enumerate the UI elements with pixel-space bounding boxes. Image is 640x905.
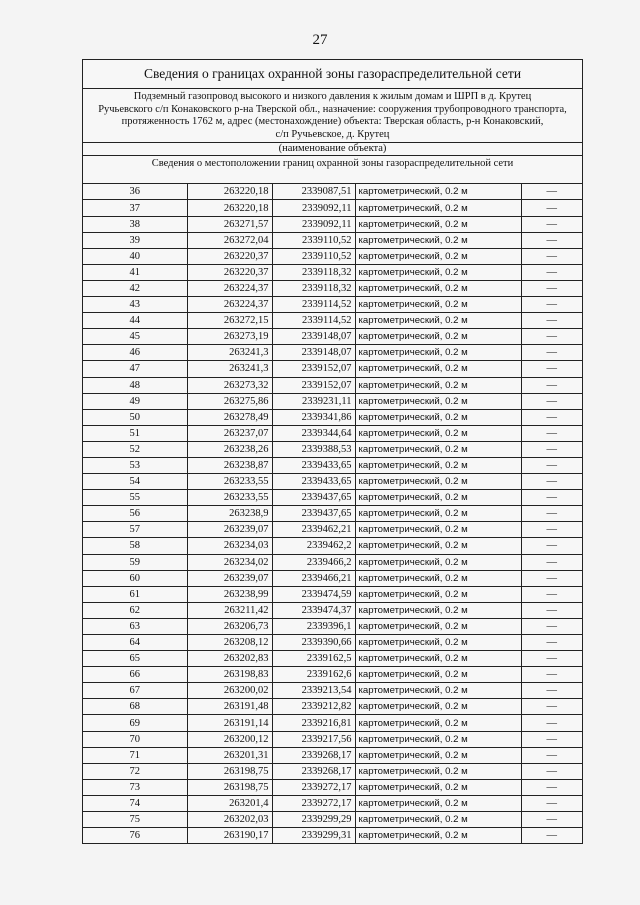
note-dash: — xyxy=(521,812,582,828)
table-row xyxy=(83,570,582,586)
determination-method: картометрический, 0.2 м xyxy=(355,570,521,586)
coordinate-y: 2339466,2 xyxy=(272,554,355,570)
coordinate-y: 2339217,56 xyxy=(272,731,355,747)
point-number: 65 xyxy=(83,651,187,667)
coordinate-y: 2339092,11 xyxy=(272,200,355,216)
determination-method: картометрический, 0.2 м xyxy=(355,602,521,618)
coordinate-x: 263208,12 xyxy=(187,635,272,651)
object-description-line: Ручьевского с/п Конаковского р-на Тверской обл., назначение: сооружения трубопроводного транспорта, xyxy=(98,103,567,115)
table-row xyxy=(83,699,582,715)
determination-method: картометрический, 0.2 м xyxy=(355,490,521,506)
note-dash: — xyxy=(521,763,582,779)
table-row xyxy=(83,216,582,232)
point-number: 39 xyxy=(83,232,187,248)
note-dash: — xyxy=(521,441,582,457)
point-number: 45 xyxy=(83,329,187,345)
note-dash: — xyxy=(521,715,582,731)
table-row xyxy=(83,425,582,441)
coordinate-x: 263238,99 xyxy=(187,586,272,602)
coordinate-y: 2339231,11 xyxy=(272,393,355,409)
object-description-line: Подземный газопровод высокого и низкого давления к жилым домам и ШРП в д. Крутец xyxy=(133,91,532,102)
coordinates-table xyxy=(83,184,582,843)
table-row xyxy=(83,618,582,634)
point-number: 47 xyxy=(83,361,187,377)
determination-method: картометрический, 0.2 м xyxy=(355,425,521,441)
note-dash: — xyxy=(521,345,582,361)
table-row xyxy=(83,457,582,473)
coordinate-y: 2339268,17 xyxy=(272,763,355,779)
point-number: 74 xyxy=(83,795,187,811)
point-number: 71 xyxy=(83,747,187,763)
coordinate-y: 2339152,07 xyxy=(272,361,355,377)
table-row xyxy=(83,506,582,522)
table-row xyxy=(83,409,582,425)
coordinate-x: 263241,3 xyxy=(187,361,272,377)
coordinate-y: 2339216,81 xyxy=(272,715,355,731)
coordinate-x: 263220,18 xyxy=(187,184,272,200)
table-row xyxy=(83,731,582,747)
point-number: 62 xyxy=(83,602,187,618)
protection-zone-table xyxy=(82,59,583,844)
determination-method: картометрический, 0.2 м xyxy=(355,538,521,554)
determination-method: картометрический, 0.2 м xyxy=(355,731,521,747)
determination-method: картометрический, 0.2 м xyxy=(355,522,521,538)
determination-method: картометрический, 0.2 м xyxy=(355,667,521,683)
coordinate-x: 263234,03 xyxy=(187,538,272,554)
coordinate-x: 263238,87 xyxy=(187,457,272,473)
point-number: 43 xyxy=(83,297,187,313)
determination-method: картометрический, 0.2 м xyxy=(355,699,521,715)
coordinate-x: 263200,12 xyxy=(187,731,272,747)
table-row xyxy=(83,474,582,490)
coordinate-x: 263239,07 xyxy=(187,570,272,586)
point-number: 36 xyxy=(129,186,140,198)
table-row xyxy=(83,361,582,377)
note-dash: — xyxy=(521,538,582,554)
note-dash: — xyxy=(521,425,582,441)
coordinate-y: 2339118,32 xyxy=(272,280,355,296)
note-dash: — xyxy=(521,554,582,570)
determination-method: картометрический, 0.2 м xyxy=(355,313,521,329)
determination-method: картометрический, 0.2 м xyxy=(355,812,521,828)
coordinate-x: 263275,86 xyxy=(187,393,272,409)
coordinate-y: 2339114,52 xyxy=(272,313,355,329)
coordinate-y: 2339212,82 xyxy=(272,699,355,715)
coordinate-y: 2339152,07 xyxy=(272,377,355,393)
table-row xyxy=(83,683,582,699)
determination-method: картометрический, 0.2 м xyxy=(355,361,521,377)
point-number: 64 xyxy=(83,635,187,651)
table-row xyxy=(83,377,582,393)
determination-method: картометрический, 0.2 м xyxy=(355,393,521,409)
table-row xyxy=(83,345,582,361)
coordinate-y: 2339162,6 xyxy=(272,667,355,683)
point-number: 54 xyxy=(83,474,187,490)
coordinate-y: 2339433,65 xyxy=(272,457,355,473)
note-dash: — xyxy=(521,522,582,538)
determination-method: картометрический, 0.2 м xyxy=(355,216,521,232)
note-dash: — xyxy=(521,474,582,490)
point-number: 50 xyxy=(83,409,187,425)
coordinate-x: 263202,03 xyxy=(187,812,272,828)
coordinate-x: 263191,14 xyxy=(187,715,272,731)
note-dash: — xyxy=(521,795,582,811)
point-number: 46 xyxy=(83,345,187,361)
note-dash: — xyxy=(521,570,582,586)
table-row xyxy=(83,200,582,216)
coordinate-x: 263278,49 xyxy=(187,409,272,425)
determination-method: картометрический, 0.2 м xyxy=(355,409,521,425)
note-dash: — xyxy=(521,264,582,280)
point-number: 53 xyxy=(83,457,187,473)
table-row xyxy=(83,393,582,409)
note-dash: — xyxy=(521,667,582,683)
table-row xyxy=(83,184,582,200)
coordinate-x: 263198,75 xyxy=(187,779,272,795)
coordinate-y: 2339213,54 xyxy=(272,683,355,699)
table-row xyxy=(83,441,582,457)
table-row xyxy=(83,248,582,264)
determination-method: картометрический, 0.2 м xyxy=(355,377,521,393)
coordinate-y: 2339390,66 xyxy=(272,635,355,651)
note-dash: — xyxy=(521,731,582,747)
determination-method: картометрический, 0.2 м xyxy=(355,618,521,634)
coordinate-x: 263201,4 xyxy=(187,795,272,811)
determination-method: картометрический, 0.2 м xyxy=(355,280,521,296)
note-dash: — xyxy=(521,635,582,651)
note-dash: — xyxy=(521,280,582,296)
determination-method: картометрический, 0.2 м xyxy=(355,329,521,345)
table-row xyxy=(83,667,582,683)
table-row xyxy=(83,522,582,538)
coordinate-y: 2339162,5 xyxy=(272,651,355,667)
table-row xyxy=(83,329,582,345)
coordinate-y: 2339148,07 xyxy=(272,345,355,361)
point-number: 56 xyxy=(83,506,187,522)
coordinate-x: 263238,26 xyxy=(187,441,272,457)
coordinate-x: 263220,37 xyxy=(187,248,272,264)
point-number: 38 xyxy=(83,216,187,232)
coordinate-y: 2339299,31 xyxy=(272,828,355,844)
determination-method: картометрический, 0.2 м xyxy=(355,828,521,844)
coordinate-y: 2339299,29 xyxy=(272,812,355,828)
note-dash: — xyxy=(521,297,582,313)
coordinate-y: 2339462,21 xyxy=(272,522,355,538)
determination-method: картометрический, 0.2 м xyxy=(355,345,521,361)
object-description xyxy=(83,89,582,143)
coordinate-y: 2339110,52 xyxy=(272,232,355,248)
table-row xyxy=(83,232,582,248)
point-number: 60 xyxy=(83,570,187,586)
coordinate-y: 2339114,52 xyxy=(272,297,355,313)
point-number: 63 xyxy=(83,618,187,634)
coordinate-x: 263191,48 xyxy=(187,699,272,715)
note-dash: — xyxy=(521,248,582,264)
determination-method: картометрический, 0.2 м xyxy=(355,474,521,490)
table-row xyxy=(83,586,582,602)
point-number: 48 xyxy=(83,377,187,393)
point-number: 51 xyxy=(83,425,187,441)
note-dash: — xyxy=(521,216,582,232)
table-row xyxy=(83,828,582,844)
coordinate-x: 263200,02 xyxy=(187,683,272,699)
note-dash: — xyxy=(521,699,582,715)
point-number: 58 xyxy=(83,538,187,554)
table-row xyxy=(83,602,582,618)
note-dash: — xyxy=(521,377,582,393)
coordinate-y: 2339388,53 xyxy=(272,441,355,457)
coordinate-y: 2339474,37 xyxy=(272,602,355,618)
coordinate-x: 263202,83 xyxy=(187,651,272,667)
note-dash: — xyxy=(521,651,582,667)
note-dash: — xyxy=(521,457,582,473)
point-number: 67 xyxy=(83,683,187,699)
determination-method: картометрический, 0.2 м xyxy=(355,200,521,216)
point-number: 69 xyxy=(83,715,187,731)
note-dash: — xyxy=(521,506,582,522)
coordinate-y: 2339341,86 xyxy=(272,409,355,425)
coordinate-y: 2339437,65 xyxy=(272,490,355,506)
table-row xyxy=(83,715,582,731)
coordinate-y: 2339148,07 xyxy=(272,329,355,345)
note-dash: — xyxy=(521,313,582,329)
point-number: 68 xyxy=(83,699,187,715)
object-caption: (наименование объекта) xyxy=(83,143,582,156)
table-row xyxy=(83,538,582,554)
point-number: 37 xyxy=(83,200,187,216)
point-number: 41 xyxy=(83,264,187,280)
coordinate-y: 2339437,65 xyxy=(272,506,355,522)
coordinate-y: 2339396,1 xyxy=(272,618,355,634)
object-description-line: протяженность 1762 м, адрес (местонахождение) объекта: Тверская область, р-н Конаковский, xyxy=(121,116,544,128)
point-number: 70 xyxy=(83,731,187,747)
note-dash: — xyxy=(521,200,582,216)
coordinate-y: 2339272,17 xyxy=(272,795,355,811)
determination-method: картометрический, 0.2 м xyxy=(355,506,521,522)
determination-method: картометрический, 0.2 м xyxy=(355,554,521,570)
coordinate-x: 263198,83 xyxy=(187,667,272,683)
object-description-line: с/п Ручьевское, д. Крутец xyxy=(275,128,390,140)
point-number: 40 xyxy=(83,248,187,264)
point-number: 52 xyxy=(83,441,187,457)
note-dash: — xyxy=(521,361,582,377)
determination-method: картометрический, 0.2 м xyxy=(355,747,521,763)
table-row xyxy=(83,795,582,811)
note-dash: — xyxy=(521,747,582,763)
determination-method: картометрический, 0.2 м xyxy=(355,264,521,280)
point-number: 61 xyxy=(83,586,187,602)
note-dash: — xyxy=(521,232,582,248)
coordinate-x: 263220,37 xyxy=(187,264,272,280)
point-number: 49 xyxy=(83,393,187,409)
coordinate-x: 263224,37 xyxy=(187,297,272,313)
note-dash: — xyxy=(521,828,582,844)
point-number: 76 xyxy=(83,828,187,844)
coordinate-x: 263220,18 xyxy=(187,200,272,216)
point-number: 72 xyxy=(83,763,187,779)
coordinate-y: 2339087,51 xyxy=(272,184,355,200)
determination-method: картометрический, 0.2 м xyxy=(355,779,521,795)
coordinate-x: 263273,19 xyxy=(187,329,272,345)
table-row xyxy=(83,651,582,667)
point-number: 73 xyxy=(83,779,187,795)
determination-method: картометрический, 0.2 м xyxy=(355,184,521,200)
determination-method: картометрический, 0.2 м xyxy=(355,715,521,731)
table-row xyxy=(83,747,582,763)
determination-method: картометрический, 0.2 м xyxy=(355,297,521,313)
note-dash: — xyxy=(521,393,582,409)
coordinate-x: 263237,07 xyxy=(187,425,272,441)
coordinate-y: 2339272,17 xyxy=(272,779,355,795)
determination-method: картометрический, 0.2 м xyxy=(355,635,521,651)
coordinates-table-body xyxy=(83,184,582,843)
coordinate-y: 2339268,17 xyxy=(272,747,355,763)
coordinate-x: 263238,9 xyxy=(187,506,272,522)
coordinate-x: 263190,17 xyxy=(187,828,272,844)
determination-method: картометрический, 0.2 м xyxy=(355,795,521,811)
note-dash: — xyxy=(521,586,582,602)
table-row xyxy=(83,490,582,506)
point-number: 44 xyxy=(83,313,187,329)
coordinate-x: 263198,75 xyxy=(187,763,272,779)
table-row xyxy=(83,635,582,651)
table-row xyxy=(83,313,582,329)
note-dash: — xyxy=(521,779,582,795)
table-row xyxy=(83,280,582,296)
table-row xyxy=(83,297,582,313)
coordinate-y: 2339092,11 xyxy=(272,216,355,232)
note-dash: — xyxy=(521,683,582,699)
coordinate-x: 263241,3 xyxy=(187,345,272,361)
coordinate-x: 263272,04 xyxy=(187,232,272,248)
coordinate-y: 2339433,65 xyxy=(272,474,355,490)
coordinate-y: 2339462,2 xyxy=(272,538,355,554)
coordinate-y: 2339344,64 xyxy=(272,425,355,441)
table-row xyxy=(83,812,582,828)
table-row xyxy=(83,554,582,570)
note-dash: — xyxy=(521,490,582,506)
determination-method: картометрический, 0.2 м xyxy=(355,232,521,248)
coordinate-y: 2339118,32 xyxy=(272,264,355,280)
point-number: 55 xyxy=(83,490,187,506)
table-row xyxy=(83,264,582,280)
coordinate-x: 263273,32 xyxy=(187,377,272,393)
point-number: 57 xyxy=(83,522,187,538)
coordinate-x: 263206,73 xyxy=(187,618,272,634)
determination-method: картометрический, 0.2 м xyxy=(355,248,521,264)
coordinate-y: 2339466,21 xyxy=(272,570,355,586)
coordinate-x: 263233,55 xyxy=(187,490,272,506)
coordinate-x: 263233,55 xyxy=(187,474,272,490)
point-number: 66 xyxy=(83,667,187,683)
determination-method: картометрический, 0.2 м xyxy=(355,651,521,667)
note-dash: — xyxy=(521,329,582,345)
determination-method: картометрический, 0.2 м xyxy=(355,457,521,473)
point-number: 59 xyxy=(83,554,187,570)
determination-method: картометрический, 0.2 м xyxy=(355,763,521,779)
coordinate-x: 263224,37 xyxy=(187,280,272,296)
coordinate-x: 263201,31 xyxy=(187,747,272,763)
note-dash: — xyxy=(521,618,582,634)
note-dash: — xyxy=(521,602,582,618)
section-title: Сведения о местоположении границ охранной зоны газораспределительной сети xyxy=(83,156,582,184)
point-number: 75 xyxy=(83,812,187,828)
note-dash: — xyxy=(521,409,582,425)
coordinate-x: 263239,07 xyxy=(187,522,272,538)
determination-method: картометрический, 0.2 м xyxy=(355,586,521,602)
note-dash: — xyxy=(521,184,582,200)
coordinate-x: 263211,42 xyxy=(187,602,272,618)
coordinate-x: 263271,57 xyxy=(187,216,272,232)
coordinate-y: 2339110,52 xyxy=(272,248,355,264)
coordinate-y: 2339474,59 xyxy=(272,586,355,602)
coordinate-x: 263234,02 xyxy=(187,554,272,570)
table-row xyxy=(83,779,582,795)
determination-method: картометрический, 0.2 м xyxy=(355,441,521,457)
coordinate-x: 263272,15 xyxy=(187,313,272,329)
determination-method: картометрический, 0.2 м xyxy=(355,683,521,699)
document-title: Сведения о границах охранной зоны газораспределительной сети xyxy=(83,60,582,89)
point-number: 42 xyxy=(83,280,187,296)
table-row xyxy=(83,763,582,779)
page-number: 27 xyxy=(312,32,328,48)
